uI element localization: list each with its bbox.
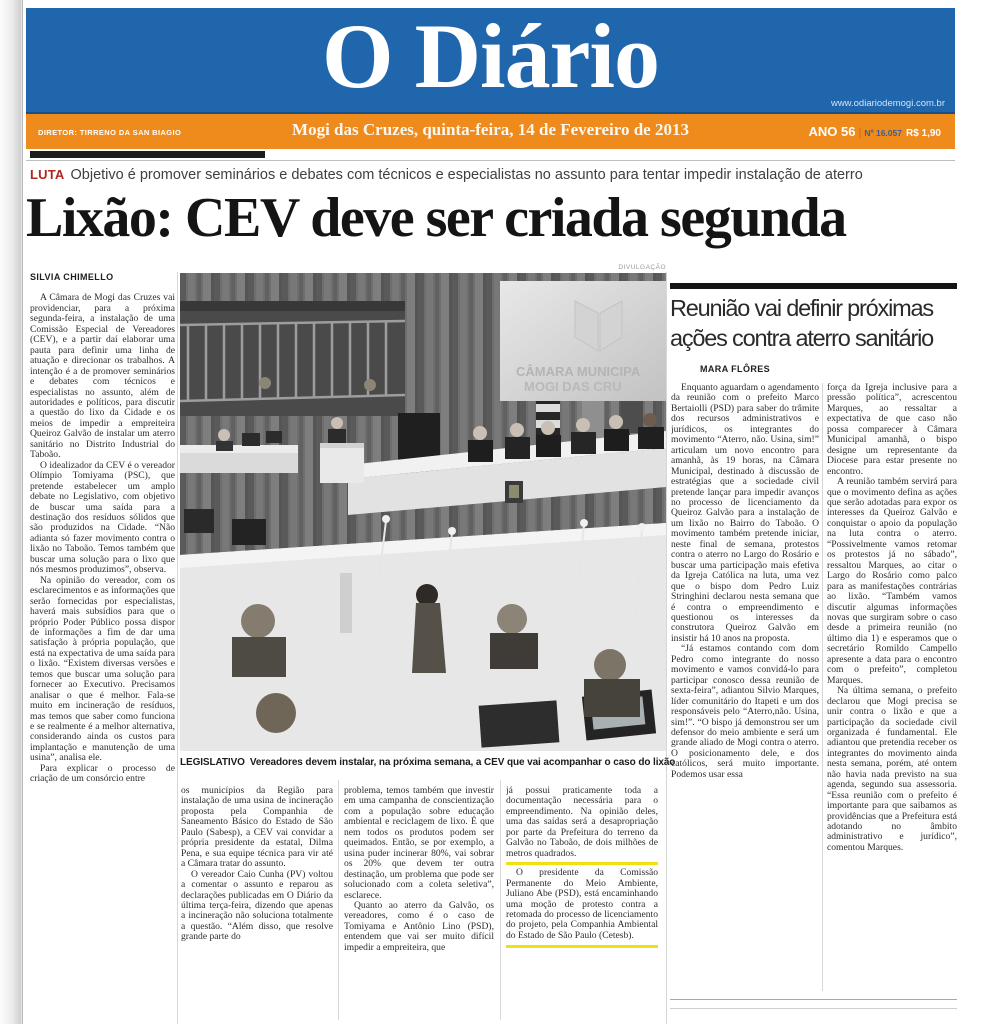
sidebar-top-bar (670, 283, 957, 289)
council-chamber-photo (180, 273, 666, 751)
column-rule (177, 272, 178, 1024)
article-paragraph: Para explicar o processo de criação de um consórcio entre (30, 762, 175, 785)
column-text (30, 293, 175, 784)
article-column-2 (181, 786, 333, 1024)
sidebar-headline-line2: ações contra aterro sanitário (670, 325, 934, 352)
column-text (181, 786, 333, 943)
edition-number: Nº 16.057 (864, 128, 902, 138)
article-paragraph: Quanto ao aterro da Galvão, os vereadores, como é o caso de Tomiyama e Antônio Lino (PSD), entendem que vai ser muito difícil impedir a empreiteira, que (344, 899, 494, 953)
article-column-3 (344, 786, 494, 1024)
caption-text: Vereadores devem instalar, na próxima semana, a CEV que vai acompanhar o caso do lixão (249, 757, 676, 768)
masthead-banner (26, 5, 955, 112)
scan-edge (0, 0, 23, 1024)
article-paragraph: O idealizador da CEV é o vereador Olímpio Tomiyama (PSC), que pretende estabelecer um amplo debate no Legislativo, com objetivo de buscar uma saída para a destinação dos resíduos sólidos que são produzidos na Cidade. “Não adianta só fazer movimento contra o lixão no Taboão. Temos também que buscar uma solução para o lixo que nós mesmos produzimos”, observa. (30, 459, 175, 576)
column-rule (338, 780, 339, 1020)
kicker-text: Objetivo é promover seminários e debates com técnicos e especialistas no assunto para tentar impedir instalação de aterro (70, 167, 863, 183)
article-paragraph: Na última semana, o prefeito declarou que Mogi precisa se unir contra o lixão e que a participação da sociedade civil organizada é fundamental. Ele adiantou que pretendia receber os integrantes do movimento ainda nesta semana, porém, até ontem não havia nada previsto na sua agenda, segundo sua assessoria. “Essa reunião com o prefeito é importante para que saibamos as providências que a Prefeitura está adotando no âmbito administrativo e jurídico”, comentou Marques. (827, 685, 957, 853)
sidebar-headline (670, 293, 962, 353)
photo-caption (180, 757, 676, 768)
newspaper-title: O Diário (322, 5, 659, 107)
article-paragraph: Enquanto aguardam o agendamento da reunião com o prefeito Marco Bertaiolli (PSD) para saber do trâmite dos recursos administrativos e jurídicos, os integrantes do movimento “Aterro, não. Usina, sim!” articulam um novo encontro para amanhã, às 19 horas, na Câmara Municipal, destinado à discussão de estratégias que a sociedade civil pretende lançar para impedir avanços no processo de licenciamento da Queiroz Galvão para a instalação de um lixão no Bairro do Taboão. O movimento também pretende iniciar, neste final de semana, protestos contra o aterro no Largo do Rosário e buscar uma participação mais efetiva da Igreja Católica na luta, uma vez que o bispo dom Pedro Luiz Stringhini declarou nesta semana que é contra o empreendimento e questionou os interesses da construtora Queiroz Galvão em insistir há 10 anos na proposta. (671, 383, 819, 644)
screen-logo-line1: CÂMARA MUNICIPA (516, 364, 641, 379)
photo-illustration (180, 273, 666, 751)
edition-info (809, 123, 941, 141)
sidebar-byline: MARA FLÔRES (700, 364, 771, 374)
article-paragraph: problema, temos também que investir em uma campanha de conscientização com a população sobre educação ambiental e reciclagem de lixo. É que nem todos os produtos podem ser queimados. Então, se por exemplo, a usina puder incinerar 80%, vai sobrar os 20% que devem ter outra destinação, um problema que pode ser solucionado com a coleta seletiva”, esclarece. (344, 786, 494, 901)
kicker (30, 167, 955, 183)
column-rule (500, 780, 501, 1020)
article-paragraph: “Já estamos contando com dom Pedro como integrante do nosso movimento e vamos convidá-lo para participar conosco dessa reunião de sexta-feira”, adiantou Silvio Marques, líder comunitário do Itapeti e um dos responsáveis pelo “Aterro,não. Usina, sim!”. “O bispo já demonstrou ser um defensor do meio ambiente e será um grande aliado de Mogi contra o aterro. O posicionamento dele, e dos católicos, será muito importante. Podemos usar essa (671, 643, 819, 780)
article-column-1 (30, 272, 175, 1024)
byline: SILVIA CHIMELLO (30, 272, 114, 282)
column-text (671, 383, 819, 780)
article-paragraph: Na opinião do vereador, com os esclarecimentos e as informações que serão fornecidas por especialistas, haverá mais subsídios para que o próprio Poder Público possa dispor de informações a fim de dar uma satisfação à própria população, que está na expectativa de uma saída para o lixão. “Existem diversas versões e temos que buscar uma solução para fornecer ao Executivo. Precisamos analisar o que é melhor. Fala-se muito em incineração de resíduos, mas temos que saber como funciona e se realmente é a melhor alternativa, considerando ainda os custos para implantação e manutenção de uma usina”, analisa ele. (30, 574, 175, 764)
caption-tag: LEGISLATIVO (180, 757, 245, 768)
sidebar-headline-line1: Reunião vai definir próximas (670, 295, 933, 321)
highlighted-paragraph: O presidente da Comissão Permanente do Meio Ambiente, Juliano Abe (PSD), está encaminhando uma moção de protesto contra a retomada do processo de licenciamento do projeto, pela Companhia Ambiental do Estado de São Paulo (Cetesb). (506, 867, 658, 941)
article-paragraph: O vereador Caio Cunha (PV) voltou a comentar o assunto e reparou as declarações publicadas em O Diário da última terça-feira, dizendo que apenas a incineração não soluciona totalmente a questão. “Além disso, que resolve grande parte do (181, 868, 333, 943)
header-rule (26, 160, 955, 161)
year-label: ANO 56 (808, 124, 856, 139)
separator: | (858, 127, 862, 139)
column-rule (666, 272, 667, 1024)
website-url: www.odiariodemogi.com.br (830, 98, 945, 109)
article-paragraph: já possui praticamente toda a documentação necessária para o empreendimento. Na opinião deles, uma das saídas será a desapropriação por parte da Prefeitura do terreno da Galvão no Taboão, de dois milhões de metros quadrados. (506, 786, 658, 859)
director-credit: DIRETOR: TIRRENO DA SAN BIAGIO (38, 128, 182, 137)
column-text (506, 786, 658, 859)
article-paragraph: A reunião também servirá para que o movimento defina as ações que serão adotadas para expor os interesses da Queiroz Galvão e conquistar o apoio da população na luta contra o aterro. “Possivelmente vamos retomar os protestos já no sábado”, ressaltou Marques, ao citar o Largo do Rosário como palco para as manifestações contrárias ao lixão. “Também vamos discutir algumas informações novas que surgiram sobre o caso desde a primeira reunião (no último dia 1) e esperamos que o secretário Romildo Campello apresente a data para o encontro com o prefeito”, completou Marques. (827, 476, 957, 686)
dateline: Mogi das Cruzes, quinta-feira, 14 de Fevereiro de 2013 (292, 120, 689, 139)
column-text (344, 786, 494, 953)
sidebar-column-1 (671, 383, 819, 993)
column-text (827, 383, 957, 853)
kicker-tag: LUTA (30, 167, 65, 182)
date-banner (26, 112, 955, 149)
sidebar-bottom-rule (670, 999, 957, 1000)
photo-credit: DIVULGAÇÃO (618, 264, 666, 271)
article-paragraph: força da Igreja inclusive para a pressão política”, acrescentou Marques, ao ressaltar a expectativa de que caso não possa comparecer à Câmara Municipal amanhã, o bispo designe um representante da Diocese para estar presente no encontro. (827, 383, 957, 477)
sidebar-bottom-rule-2 (670, 1008, 957, 1009)
article-paragraph: A Câmara de Mogi das Cruzes vai providenciar, para a próxima segunda-feira, a instalação de uma Comissão Especial de Vereadores (CEV), e a partir daí elaborar uma pauta para definir uma linha de atuação e direcionar os trabalhos. A intenção é a de promover seminários e debates com técnicos e especialistas no assunto, além de autoridades e políticos, para discutir a questão do lixo da Cidade e os meios de impedir a empreiteira Queiroz Galvão de instalar um aterro sanitário no Distrito Industrial do Taboão. (30, 292, 175, 461)
column-rule (822, 383, 823, 991)
sidebar-column-2 (827, 383, 957, 993)
price: R$ 1,90 (905, 128, 941, 139)
highlighted-paragraph-box (506, 862, 658, 948)
header-black-bar (30, 151, 265, 158)
main-headline: Lixão: CEV deve ser criada segunda (26, 187, 846, 249)
screen-logo-line2: MOGI DAS CRU (524, 379, 622, 394)
article-paragraph: os municípios da Região para instalação de uma usina de incineração proposta pela Companhia de Saneamento Básico do Estado de São Paulo (Sabesp), a CEV vai convidar a própria presidente da estatal, Dilma Pena, e sua equipe técnica para vir até a Câmara tratar do assunto. (181, 786, 333, 870)
article-column-4 (506, 786, 658, 1024)
